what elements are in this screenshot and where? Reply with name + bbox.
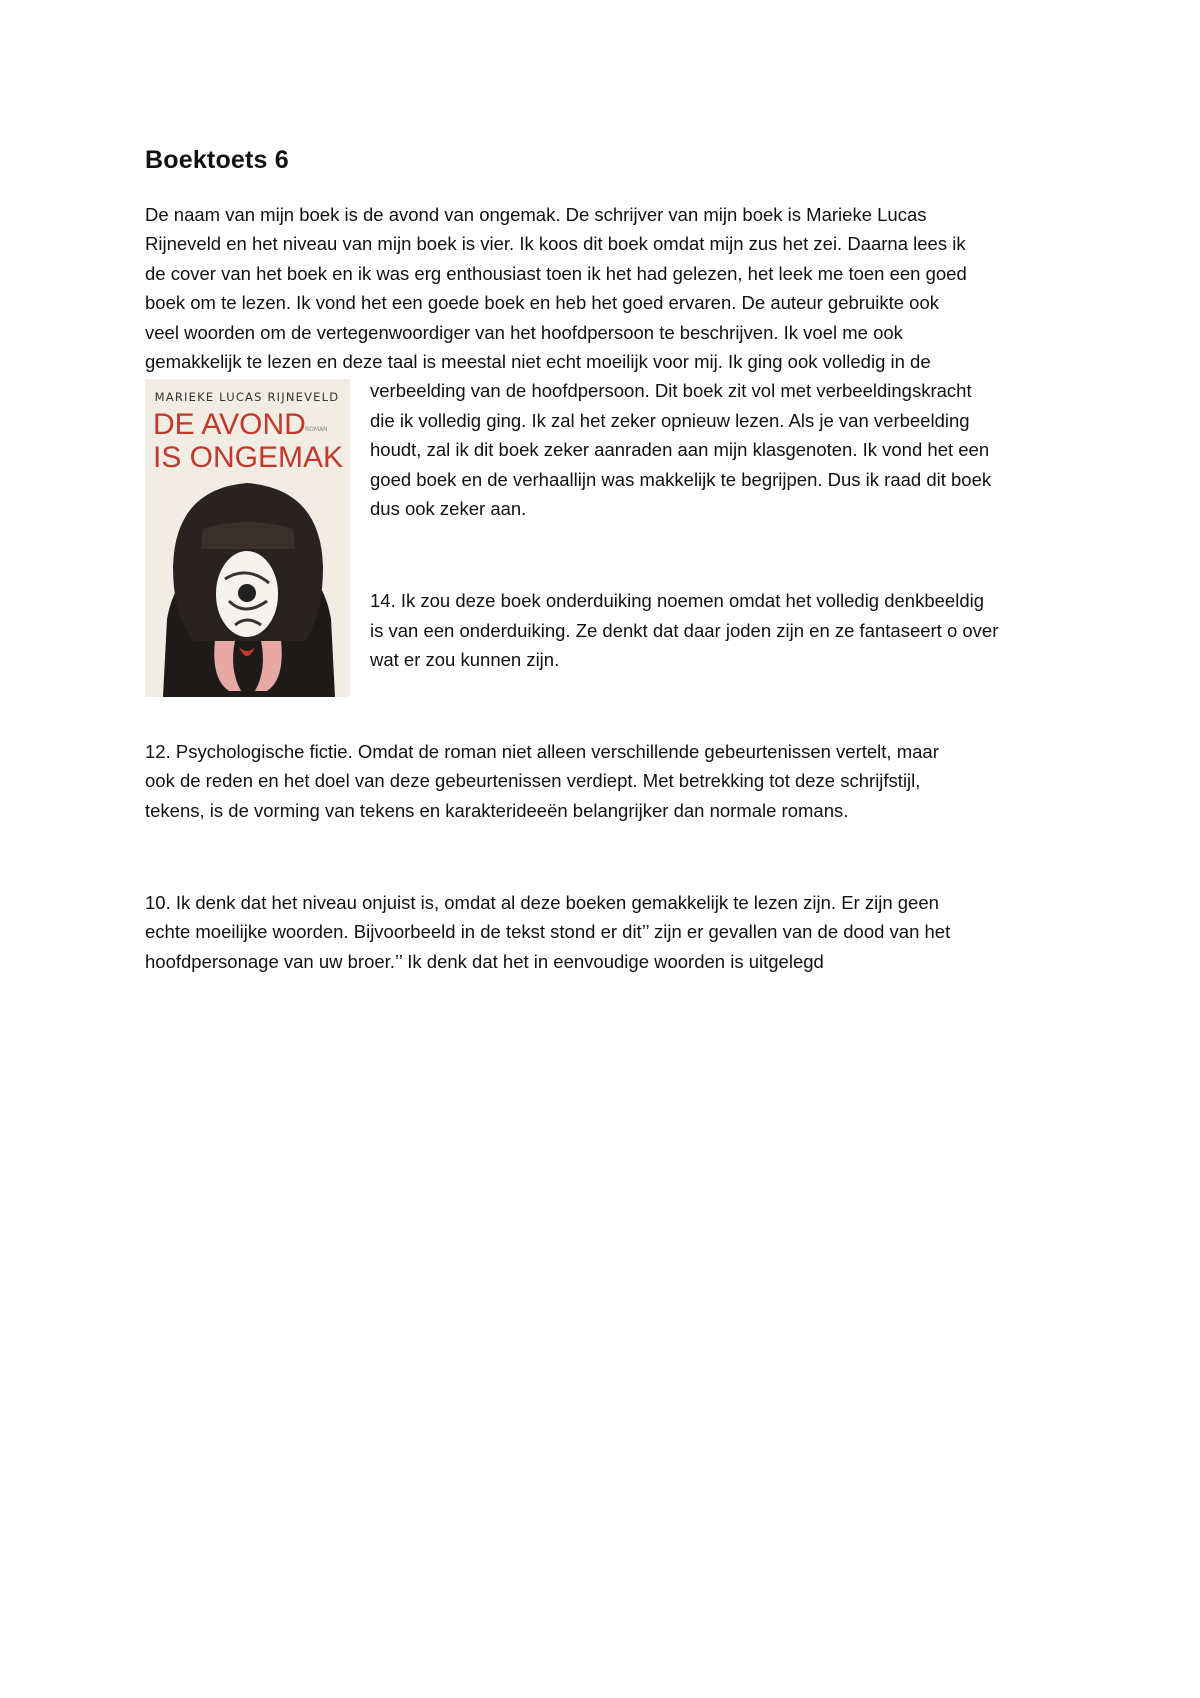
answer-12-line: 12. Psychologische fictie. Omdat de roman niet alleen verschillende gebeurtenissen vertelt, maar (145, 741, 939, 762)
answer-14-line: wat er zou kunnen zijn. (370, 649, 560, 670)
answer-10-line: echte moeilijke woorden. Bijvoorbeeld in de tekst stond er dit’’ zijn er gevallen van de dood van het (145, 921, 951, 942)
cover-title-line2: IS ONGEMAK (153, 441, 344, 474)
intro-line: De naam van mijn boek is de avond van ongemak. De schrijver van mijn boek is Marieke Lucas (145, 204, 927, 225)
wrap-line: verbeelding van de hoofdpersoon. Dit boek zit vol met verbeeldingskracht (370, 380, 972, 401)
wrap-line: die ik volledig ging. Ik zal het zeker opnieuw lezen. Als je van verbeelding (370, 410, 970, 431)
answer-10-line: 10. Ik denk dat het niveau onjuist is, omdat al deze boeken gemakkelijk te lezen zijn. Er zijn geen (145, 892, 939, 913)
document-title: Boektoets 6 (145, 146, 289, 174)
intro-line: gemakkelijk te lezen en deze taal is meestal niet echt moeilijk voor mij. Ik ging ook volledig in de (145, 351, 931, 372)
intro-line: boek om te lezen. Ik vond het een goede boek en heb het goed ervaren. De auteur gebruikte ook (145, 292, 940, 313)
cover-title-line1: DE AVOND (153, 408, 306, 441)
intro-line: Rijneveld en het niveau van mijn boek is vier. Ik koos dit boek omdat mijn zus het zei. Daarna lees ik (145, 233, 966, 254)
answer-12-line: tekens, is de vorming van tekens en karakterideeën belangrijker dan normale romans. (145, 800, 849, 821)
cover-genre: ROMAN (305, 426, 328, 433)
wrap-line: dus ook zeker aan. (370, 498, 527, 519)
intro-line: veel woorden om de vertegenwoordiger van het hoofdpersoon te beschrijven. Ik voel me ook (145, 322, 903, 343)
wrap-line: goed boek en de verhaallijn was makkelijk te begrijpen. Dus ik raad dit boek (370, 469, 992, 490)
answer-10-line: hoofdpersonage van uw broer.’’ Ik denk dat het in eenvoudige woorden is uitgelegd (145, 951, 824, 972)
answer-14-line: 14. Ik zou deze boek onderduiking noemen omdat het volledig denkbeeldig (370, 590, 985, 611)
cover-illustration-figure (163, 483, 335, 697)
book-cover-image (145, 379, 350, 697)
answer-12-line: ook de reden en het doel van deze gebeurtenissen verdiept. Met betrekking tot deze schrijfstijl, (145, 770, 921, 791)
wrap-line: houdt, zal ik dit boek zeker aanraden aan mijn klasgenoten. Ik vond het een (370, 439, 990, 460)
intro-line: de cover van het boek en ik was erg enthousiast toen ik het had gelezen, het leek me toen een goed (145, 263, 967, 284)
cover-author: MARIEKE LUCAS RIJNEVELD (154, 390, 340, 404)
answer-14-line: is van een onderduiking. Ze denkt dat daar joden zijn en ze fantaseert o over (370, 620, 999, 641)
